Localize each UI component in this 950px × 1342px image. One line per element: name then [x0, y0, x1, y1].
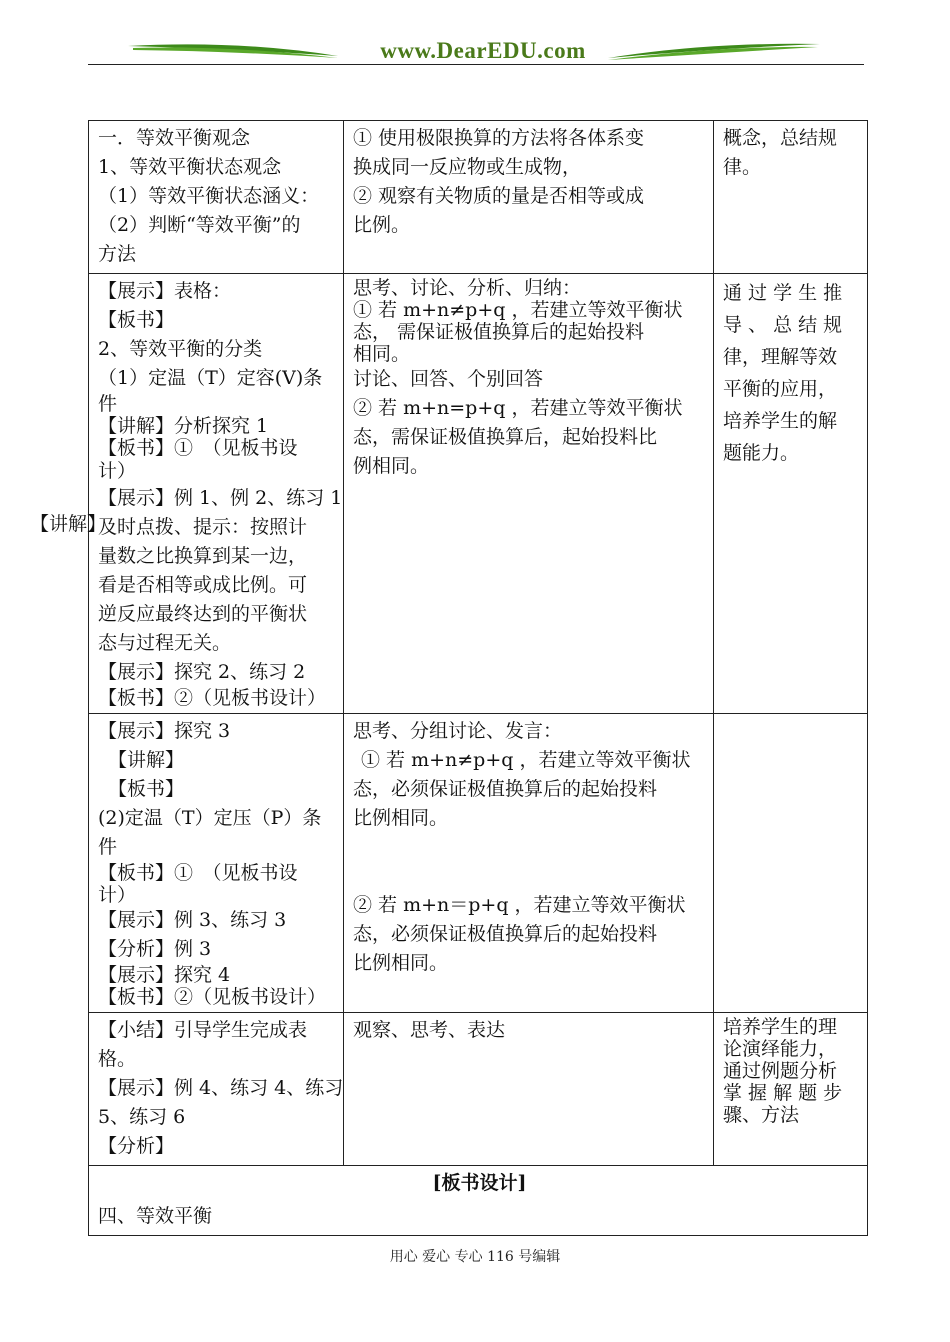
table-row [89, 1013, 868, 1166]
cell-line: 【展示】表格： [98, 280, 232, 302]
cell-line: 掌 握 解 题 步 [723, 1082, 843, 1104]
table-row [89, 714, 868, 1013]
page-header [88, 36, 864, 72]
cell-line: ② 观察有关物质的量是否相等或成 [353, 185, 645, 207]
cell-line: 骤、方法 [723, 1104, 800, 1126]
cell-line: 思考、讨论、分析、归纳： [353, 277, 582, 299]
cell-line: 【板书】 [108, 778, 185, 800]
cell-line: 培养学生的解 [723, 410, 838, 432]
cell-line: 【展示】探究 2、练习 2 [98, 661, 306, 683]
cell-line: 5、练习 6 [98, 1106, 186, 1128]
cell-line: 【展示】例 1、例 2、练习 1 [98, 487, 343, 509]
student-activity-cell [344, 714, 714, 1013]
cell-line: 律，理解等效 [723, 346, 838, 368]
cell-line: 比例相同。 [353, 952, 449, 974]
cell-line: 比例相同。 [353, 807, 449, 829]
cell-line: 格。 [98, 1048, 137, 1070]
cell-line: 态与过程无关。 [98, 632, 232, 654]
student-activity-cell [344, 274, 714, 714]
board-design-title: [板书设计] [432, 1172, 527, 1194]
cell-line: 【展示】例 4、练习 4、练习 [98, 1077, 344, 1099]
cell-line: 律。 [723, 156, 762, 178]
cell-line: 【板书】②（见板书设计） [98, 687, 327, 709]
cell-line: 态，必须保证极值换算后的起始投料 [353, 778, 658, 800]
cell-line: （1）定温（T）定容(V)条 [98, 367, 323, 389]
design-intent-cell [714, 274, 868, 714]
cell-line: ① 若 m+n≠p+q ，若建立等效平衡状 [361, 749, 691, 771]
cell-line: ② 若 m+n＝p+q ，若建立等效平衡状 [353, 894, 686, 916]
cell-line: 【分析】例 3 [98, 938, 212, 960]
header-rule [88, 64, 864, 65]
cell-line: ① 使用极限换算的方法将各体系变 [353, 127, 645, 149]
page-footer: 用心 爱心 专心 116 号编辑 [389, 1249, 561, 1265]
cell-line: 计） [98, 884, 137, 906]
cell-line: 观察、思考、表达 [353, 1019, 506, 1041]
cell-line: 看是否相等或成比例。可 [98, 574, 308, 596]
cell-line: 【展示】探究 3 [98, 720, 231, 742]
cell-line: 态，必须保证极值换算后的起始投料 [353, 923, 658, 945]
cell-line: 例相同。 [353, 455, 430, 477]
cell-line: 【小结】引导学生完成表 [98, 1019, 308, 1041]
cell-line: 态， 需保证极值换算后的起始投料 [353, 321, 645, 343]
cell-line: 比例。 [353, 214, 411, 236]
cell-line: 通过例题分析 [723, 1060, 838, 1082]
cell-line: 换成同一反应物或生成物， [353, 156, 582, 178]
teacher-activity-cell [89, 714, 344, 1013]
lesson-plan-table [88, 120, 868, 1236]
cell-line: 2、等效平衡的分类 [98, 338, 263, 360]
cell-line: 量数之比换算到某一边， [98, 545, 308, 567]
board-design-cell [89, 1166, 868, 1236]
cell-line: 及时点拨、提示：按照计 [98, 516, 308, 538]
board-design-line: 四、等效平衡 [98, 1205, 213, 1227]
cell-line: 一．等效平衡观念 [98, 127, 251, 149]
cell-line: 【讲解】 [108, 749, 185, 771]
cell-line: 相同。 [353, 343, 411, 365]
margin-note: 【讲解】 [30, 513, 107, 535]
cell-line: 【板书】① （见板书设 [98, 437, 298, 459]
site-logo[interactable]: www.DearEDU.com [380, 38, 586, 63]
cell-line: 【板书】① （见板书设 [98, 862, 298, 884]
cell-line: 通 过 学 生 推 [723, 282, 843, 304]
cell-line: （2）判断“等效平衡”的 [98, 214, 301, 236]
table-row [89, 274, 868, 714]
cell-line: 件 [98, 836, 118, 858]
cell-line: 【板书】②（见板书设计） [98, 986, 327, 1008]
cell-line: 1、等效平衡状态观念 [98, 156, 282, 178]
cell-line: 题能力。 [723, 442, 800, 464]
cell-line: ① 若 m+n≠p+q ，若建立等效平衡状 [353, 299, 683, 321]
cell-line: 思考、分组讨论、发言： [353, 720, 563, 742]
cell-line: 【展示】探究 4 [98, 964, 231, 986]
table-row [89, 121, 868, 274]
design-intent-cell [714, 714, 868, 1013]
student-activity-cell [344, 121, 714, 274]
student-activity-cell [344, 1013, 714, 1166]
teacher-activity-cell [89, 274, 344, 714]
cell-line: 【展示】例 3、练习 3 [98, 909, 287, 931]
cell-line: 论演绎能力， [723, 1038, 838, 1060]
cell-line: （1）等效平衡状态涵义： [98, 185, 320, 207]
cell-line: 讨论、回答、个别回答 [353, 368, 544, 390]
design-intent-cell [714, 1013, 868, 1166]
cell-line: 计） [98, 460, 137, 482]
cell-line: 件 [98, 393, 118, 415]
design-intent-cell [714, 121, 868, 274]
cell-line: 态，需保证极值换算后，起始投料比 [353, 426, 658, 448]
cell-line: 导 、 总 结 规 [723, 314, 843, 336]
cell-line: ② 若 m+n=p+q ，若建立等效平衡状 [353, 397, 683, 419]
cell-line: 【讲解】分析探究 1 [98, 415, 269, 437]
teacher-activity-cell [89, 1013, 344, 1166]
teacher-activity-cell [89, 121, 344, 274]
cell-line: 培养学生的理 [723, 1016, 838, 1038]
cell-line: 逆反应最终达到的平衡状 [98, 603, 308, 625]
cell-line: 【板书】 [98, 309, 175, 331]
cell-line: 平衡的应用， [723, 378, 838, 400]
cell-line: (2)定温（T）定压（P）条 [98, 807, 322, 829]
cell-line: 概念，总结规 [723, 127, 838, 149]
cell-line: 【分析】 [98, 1135, 175, 1157]
table-row [89, 1166, 868, 1236]
cell-line: 方法 [98, 243, 137, 265]
